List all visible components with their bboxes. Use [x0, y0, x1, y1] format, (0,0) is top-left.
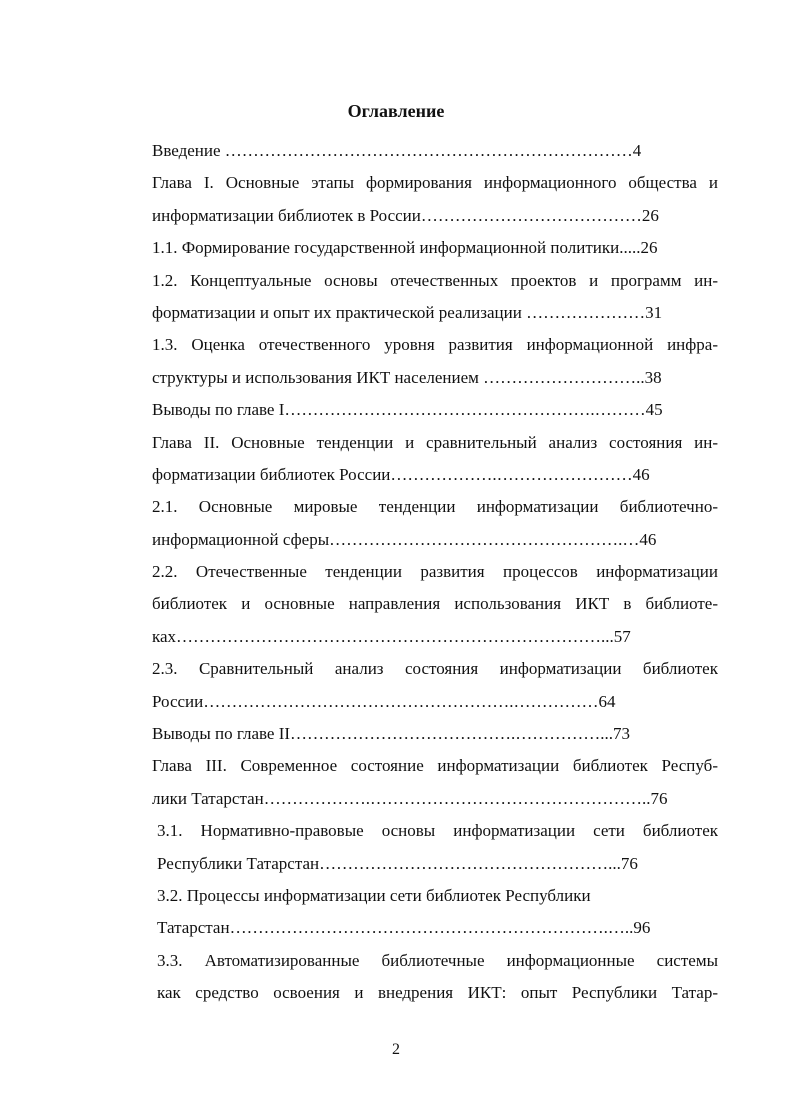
- toc-line: информатизации библиотек в России…………………………………26: [152, 205, 659, 225]
- toc-line: структуры и использования ИКТ населением ………………………..38: [152, 367, 662, 387]
- toc-line: 3.3. Автоматизированные библиотечные информационные системы: [157, 950, 718, 970]
- toc-line: Республики Татарстан……………………………………………...76: [157, 853, 638, 873]
- toc-line: 2.2. Отечественные тенденции развития процессов информатизации: [152, 562, 718, 582]
- toc-line: информационной сферы…………………………………………….…46: [152, 529, 657, 549]
- toc-line: Глава II. Основные тенденции и сравнительный анализ состояния ин-: [152, 432, 718, 452]
- toc-line: 1.3. Оценка отечественного уровня развития информационной инфра-: [152, 335, 718, 355]
- toc-line: Введение ………………………………………………………………4: [152, 141, 642, 160]
- page-number: 2: [392, 1041, 400, 1058]
- toc-line: 2.1. Основные мировые тенденции информатизации библиотечно-: [152, 497, 718, 517]
- toc-line: форматизации библиотек России……………….……………………46: [152, 464, 650, 484]
- toc-line: 1.2. Концептуальные основы отечественных проектов и программ ин-: [152, 270, 718, 290]
- toc-line: 2.3. Сравнительный анализ состояния информатизации библиотек: [152, 659, 718, 679]
- toc-line: лики Татарстан……………….…………………………………………..76: [152, 788, 668, 808]
- toc-line: Выводы по главе I……………………………………………….………45: [152, 400, 663, 420]
- toc-line: Глава I. Основные этапы формирования информационного общества и: [152, 173, 718, 193]
- toc-line: ках…………………………………………………………………...57: [152, 626, 631, 646]
- toc-line: библиотек и основные направления использования ИКТ в библиоте-: [152, 594, 718, 614]
- toc-line: 1.1. Формирование государственной информационной политики.....26: [152, 238, 658, 258]
- table-of-contents: [152, 135, 718, 1010]
- toc-line: Глава III. Современное состояние информатизации библиотек Респуб-: [152, 756, 718, 776]
- page-title: Оглавление: [347, 101, 445, 121]
- toc-line: Татарстан………………………………………………………….…..96: [157, 918, 651, 938]
- toc-line: 3.2. Процессы информатизации сети библиотек Республики: [157, 885, 591, 905]
- toc-line: форматизации и опыт их практической реализации …………………31: [152, 302, 663, 322]
- toc-line: России……………………………………………….……………64: [152, 691, 616, 711]
- toc-line: 3.1. Нормативно-правовые основы информатизации сети библиотек: [157, 821, 718, 841]
- toc-line: как средство освоения и внедрения ИКТ: опыт Республики Татар-: [157, 983, 718, 1003]
- toc-line: Выводы по главе II………………………………….……………...73: [152, 724, 631, 744]
